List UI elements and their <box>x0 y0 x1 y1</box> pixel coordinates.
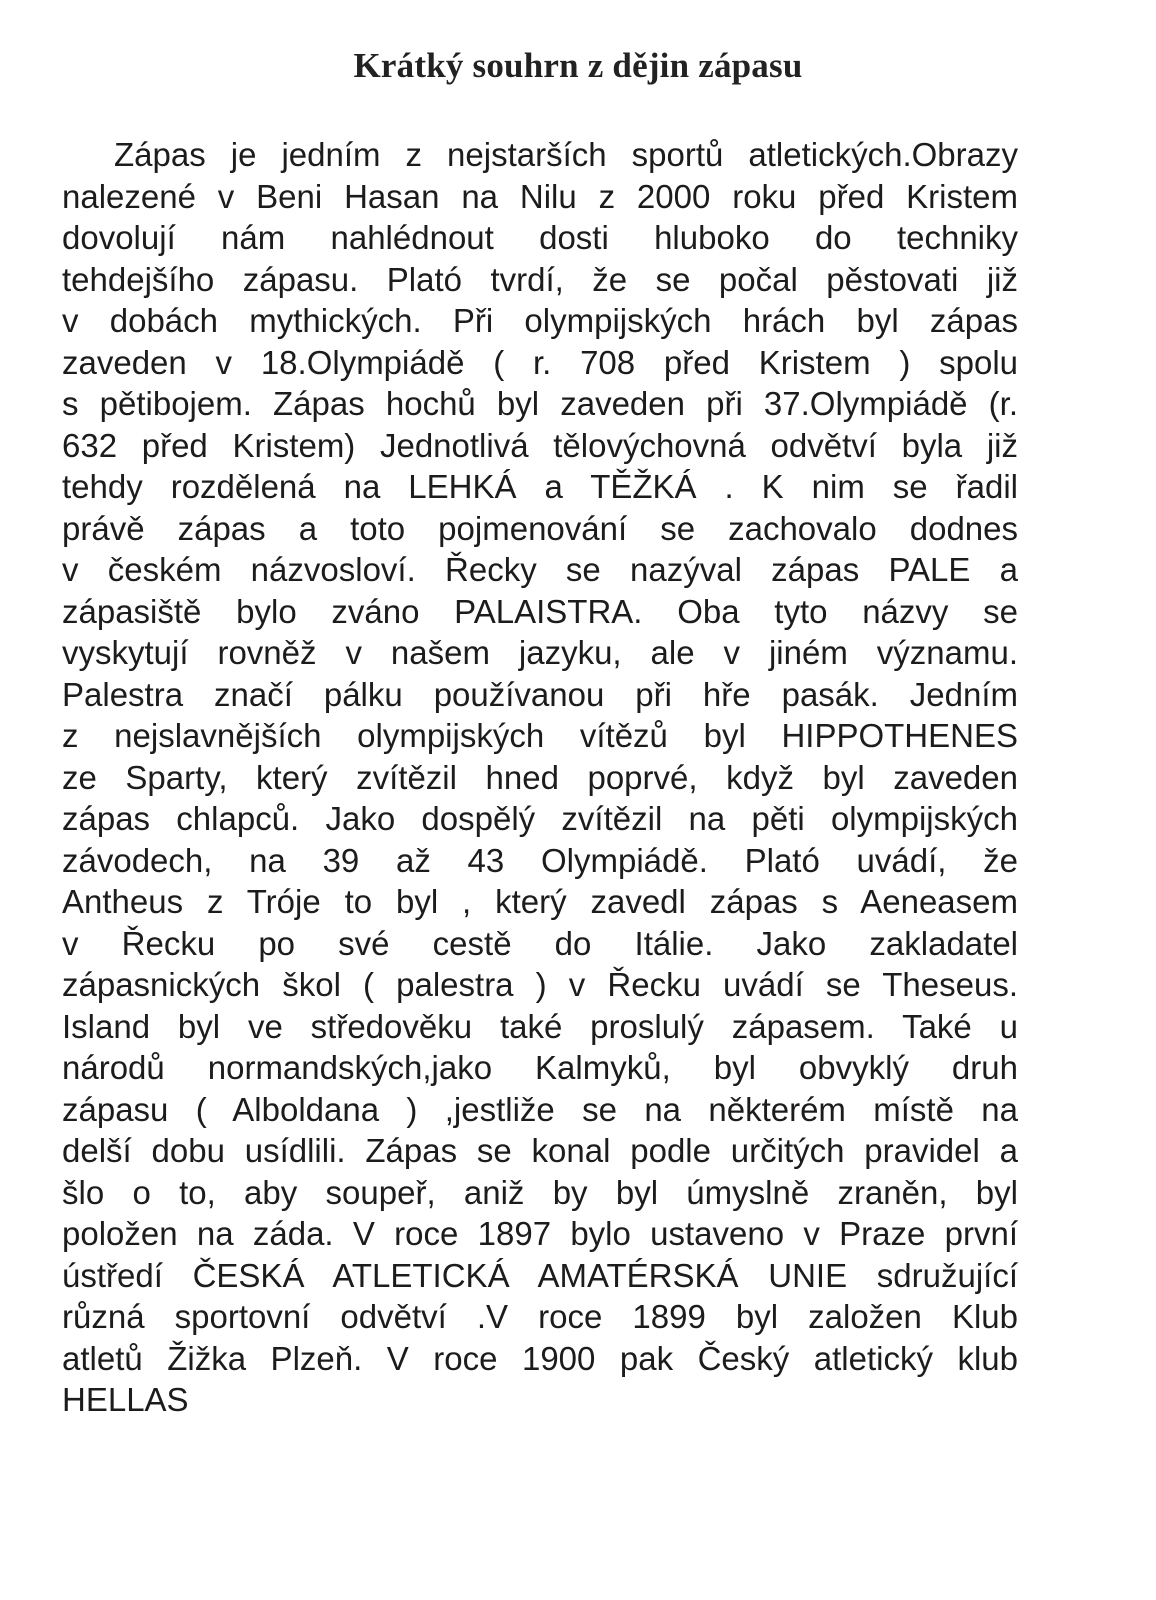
body-line: Antheus z Tróje to byl , který zavedl zápas s Aeneasem <box>62 883 1018 920</box>
body-line: národů normandských,jako Kalmyků, byl obvyklý druh <box>62 1049 1018 1086</box>
body-line: zápas chlapců. Jako dospělý zvítězil na pěti olympijských <box>62 800 1018 837</box>
body-line: 632 před Kristem) Jednotlivá tělovýchovná odvětví byla již <box>62 426 1018 464</box>
body-line: Island byl ve středověku také proslulý zápasem. Také u <box>62 1007 1018 1045</box>
body-line: zápasnických škol ( palestra ) v Řecku uvádí se Theseus. <box>62 966 1018 1003</box>
body-line: delší dobu usídlili. Zápas se konal podle určitých pravidel a <box>62 1132 1018 1169</box>
body-line: z nejslavnějších olympijských vítězů byl HIPPOTHENES <box>62 717 1018 754</box>
body-line: tehdejšího zápasu. Plató tvrdí, že se počal pěstovati již <box>62 260 1018 298</box>
body-line: vyskytují rovněž v našem jazyku, ale v jiném významu. <box>62 634 1018 671</box>
body-line: v Řecku po své cestě do Itálie. Jako zakladatel <box>62 924 1018 962</box>
body-line: Zápas je jedním z nejstarších sportů atletických.Obrazy <box>114 136 1018 173</box>
body-line: závodech, na 39 až 43 Olympiádě. Plató uvádí, že <box>62 841 1018 879</box>
body-line: zápasiště bylo zváno PALAISTRA. Oba tyto názvy se <box>62 592 1018 630</box>
body-line: v českém názvosloví. Řecky se nazýval zápas PALE a <box>62 551 1018 588</box>
document-body <box>62 134 1018 1421</box>
body-line: právě zápas a toto pojmenování se zachovalo dodnes <box>62 509 1018 547</box>
body-line: šlo o to, aby soupeř, aniž by byl úmyslně zraněn, byl <box>62 1173 1018 1211</box>
body-line: ze Sparty, který zvítězil hned poprvé, když byl zaveden <box>62 758 1018 796</box>
body-line: ústředí ČESKÁ ATLETICKÁ AMATÉRSKÁ UNIE sdružující <box>62 1256 1018 1294</box>
body-line: v dobách mythických. Při olympijských hrách byl zápas <box>62 302 1018 339</box>
body-line: dovolují nám nahlédnout dosti hluboko do techniky <box>62 219 1018 256</box>
body-line: tehdy rozdělená na LEHKÁ a TĚŽKÁ . K nim se řadil <box>62 468 1018 505</box>
body-line: zaveden v 18.Olympiádě ( r. 708 před Kristem ) spolu <box>62 343 1018 381</box>
body-line: Palestra značí pálku používanou při hře pasák. Jedním <box>62 675 1018 713</box>
body-line: nalezené v Beni Hasan na Nilu z 2000 roku před Kristem <box>62 177 1018 215</box>
body-line: HELLAS <box>62 1381 189 1418</box>
body-line: položen na záda. V roce 1897 bylo ustaveno v Praze první <box>62 1215 1018 1252</box>
body-line: s pětibojem. Zápas hochů byl zaveden při 37.Olympiádě (r. <box>62 385 1018 422</box>
body-line: různá sportovní odvětví .V roce 1899 byl založen Klub <box>62 1298 1018 1335</box>
document-title: Krátký souhrn z dějin zápasu <box>353 46 803 85</box>
body-line: atletů Žižka Plzeň. V roce 1900 pak Český atletický klub <box>62 1339 1018 1377</box>
body-line: zápasu ( Alboldana ) ,jestliže se na některém místě na <box>62 1090 1018 1128</box>
